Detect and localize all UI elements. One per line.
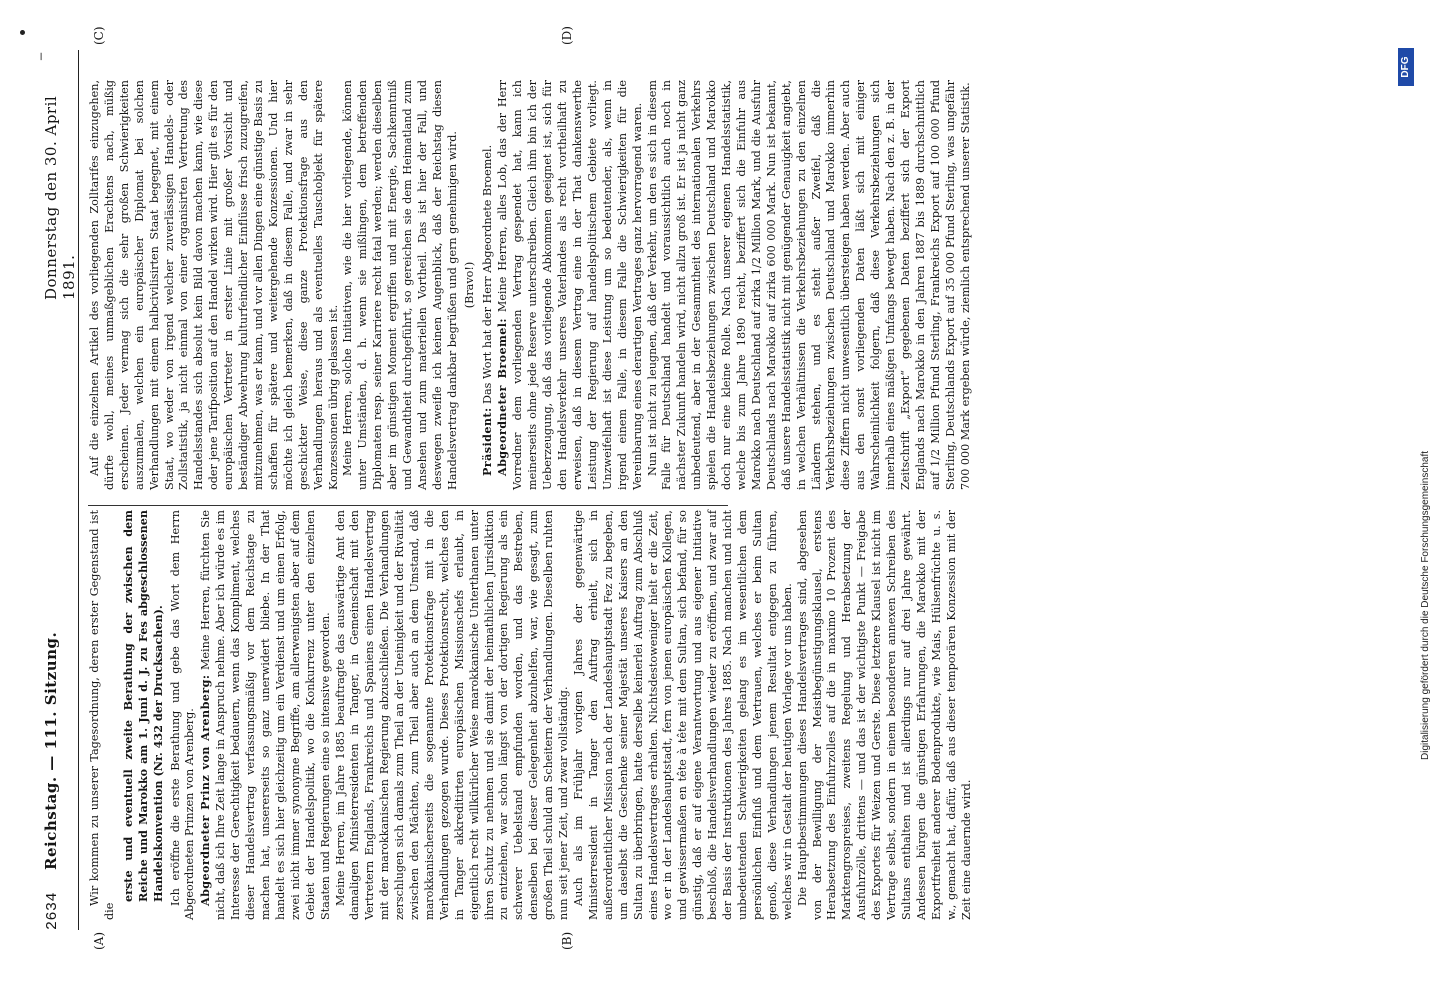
left-column (88, 509, 973, 920)
paragraph: Meine Herren, im Jahre 1885 beauftragte das auswärtige Amt den damaligen Ministerresidenten in Tanger, in Gemeinschaft mit den Vertretern Englands, Frankreichs und Spaniens einen Handelsvertrag mit der marokkanischen Regierung abzuschließen. Die Verhandlungen zerschlugen sich damals zum Theil an der Uneinigkeit und der Rivalität zwischen den Mächten, zum Theil aber auch an dem Umstand, daß marokkanischerseits die sogenannte Protektionsfrage mit in die Verhandlungen gezogen wurde. Dieses Protektionsrecht, welches den in Tanger akkreditirten europäischen Missionschefs erlaubt, in eigentlich recht willkürlicher Weise marokkanische Unterthanen unter ihren Schutz zu nehmen und sie damit der heimathlichen Jurisdiktion zu entziehen, war schon längst von der dortigen Regierung als ein schwerer Uebelstand empfunden worden, und das Bestreben, denselben bei dieser Gelegenheit abzuhelfen, war, wie gesagt, zum großen Theil schuld am Scheitern der Verhandlungen. Dieselben ruhten nun seit jener Zeit, und zwar vollständig. (333, 510, 571, 920)
paragraph: Wir kommen zu unserer Tagesordnung, deren erster Gegenstand ist die (88, 510, 116, 920)
margin-mark-b: (B) (560, 931, 574, 950)
digitization-note: Digitalisierung gefördert durch die Deutsche Forschungsgemeinschaft (1420, 450, 1431, 760)
ink-dot (20, 30, 25, 35)
speech-text: Meine Herren, fürchten Sie nicht, daß ich Ihre Zeit lange in Anspruch nehme. Aber ich würde es im Interesse der Gerechtigkeit bedauern, wenn das Kompliment, welches dieser Handelsvertrag verfassungsmäßig vor dem Reichstage zu machen hat, unsererseits so ganz unerwidert bliebe. In der That handelt es sich hier gleichzeitig um ein Verdienst und um einen Erfolg, zwei nicht immer synonyme Begriffe, am allerwenigsten aber auf dem Gebiet der Handelspolitik, wo die Konkurrenz unter den einzelnen Staaten und Regierungen eine so intensive geworden. (199, 509, 332, 920)
column-rule (88, 505, 728, 506)
running-head-right: Donnerstag den 30. April 1891. (42, 95, 78, 300)
running-head-left: Reichstag. — 111. Sitzung. (42, 631, 60, 870)
right-column (88, 80, 972, 490)
paragraph: Nun ist nicht zu leugnen, daß der Verkehr, um den es sich in diesem Falle für Deutschland handelt und voraussichtlich auch noch in nächster Zukunft handeln wird, nicht allzu groß ist. Er ist ja nicht ganz unbedeutend, aber in der Gesammtheit des internationalen Verkehrs spielen die Handelsbeziehungen zwischen Deutschland und Marokko doch nur eine kleine Rolle. Nach unserer eigenen Handelsstatistik, welche bis zum Jahre 1890 reicht, beziffert sich die Einfuhr aus Marokko nach Deutschland auf zirka 1/2 Million Mark, und die Ausfuhr Deutschlands nach Marokko auf zirka 600 000 Mark. Nun ist bekannt, daß unsere Handelsstatistik nicht mit genügender Genauigkeit angiebt, in welchen Verhältnissen die Verkehrsbeziehungen zu den einzelnen Ländern stehen, und es steht außer Zweifel, daß die Verkehrsbeziehungen zwischen Deutschland und Marokko immerhin diese Ziffern nicht unwesentlich übersteigen haben werden. Aber auch aus den sonst vorliegenden Daten läßt sich mit einiger Wahrscheinlichkeit folgern, daß diese Verkehrsbeziehungen sich innerhalb eines mäßigen Umfangs bewegt haben. Nach den z. B. in der Zeitschrift „Export“ gegebenen Daten beziffert sich der Export Englands nach Marokko in den Jahren 1887 bis 1889 durchschnittlich auf 1/2 Million Pfund Sterling, Frankreichs Export auf 100 000 Pfund Sterling, Deutschlands Export auf 35 000 Pfund Sterling, was ungefähr 700 000 Mark ergeben würde, ziemlich entsprechend unserer Statistik. (645, 80, 972, 490)
speaker-name: Abgeordneter Prinz von Arenberg: (198, 674, 213, 906)
paragraph: Ich eröffne die erste Berathung und gebe das Wort dem Herrn Abgeordneten Prinzen von Arenberg. (168, 510, 197, 920)
dfg-logo: DFG (1398, 48, 1414, 86)
margin-mark-a: (A) (92, 931, 106, 950)
agenda-item: erste und eventuell zweite Berathung der zwischen dem Reiche und Marokko am 1. Juni d. J. zu Fes abgeschlossenen Handelskonvention (Nr. 432 der Drucksachen). (120, 510, 165, 902)
paragraph: Die Hauptbestimmungen dieses Handelsvertrages sind, abgesehen von der Bewilligung der Meistbegünstigungsklausel, erstens Herabsetzung des Einfuhrzolles auf die in maximo 10 Prozent des Marktengrospreises, zweitens Regelung und Herabsetzung der Ausfuhrzölle, drittens — und das ist der wichtigste Punkt — Freigabe des Exportes für Weizen und Gerste. Diese letztere Klausel ist nicht im Vertrage selbst, sondern in einem besonderen annexen Schreiben des Sultans enthalten und ist allerdings nur auf drei Jahre gewährt. Andessen bürgen die günstigen Erfahrungen, die Marokko mit der Exportfreiheit anderer Bodenprodukte, wie Mais, Hülsenfrüchte u. s. w., gemacht hat, dafür, daß aus dieser temporären Konzession mit der Zeit eine dauernde wird. (795, 510, 973, 920)
applause-note: (Bravo!) (462, 261, 476, 309)
page-number: 2634 (44, 891, 61, 930)
paragraph: Auf die einzelnen Artikel des vorliegenden Zolltarifes einzugehen, dürfte wohl, meines unmaßgeblichen Erachtens nach, müßig erscheinen. Jeder vermag sich die sehr großen Schwierigkeiten auszumalen, welchen ein europäischer Diplomat bei solchen Verhandlungen mit einem halbcivilisirten Staat begegnet, mit einem Staat, wo weder von irgend welcher zuverlässigen Handels- oder Zollstatistik, ja nicht einmal von einer organisirten Vertretung des Handelsstandes sich absolut kein Bild davon machen kann, wie diese oder jene Tarifposition auf den Handel wirken wird. Hier gilt es für den europäischen Vertreter in erster Linie mit großer Vorsicht und beständiger Abwehrung kulturfeindlicher Einflüsse frisch zuzugreifen, mitzunehmen, was er kann, und vor allen Dingen eine günstige Basis zu schaffen für spätere und weitergehende Konzessionen. Und hier möchte ich gleich bemerken, daß in diesem Falle, und zwar in sehr geschickter Weise, diese ganze Protektionsfrage aus den Verhandlungen heraus und als eventuelles Tauschobjekt für spätere Konzessionen übrig gelassen ist. (88, 80, 340, 490)
paragraph: Meine Herren, solche Initiativen, wie die hier vorliegende, können unter Umständen, d. h. wenn sie mißlingen, dem betreffenden Diplomaten resp. seiner Karriere recht fatal werden; werden dieselben aber im günstigen Moment ergriffen und mit Energie, Sachkenntniß und Gewandtheit durchgeführt, so gereichen sie dem Heimatland zum Ansehen und zum materiellen Vortheil. Das ist hier der Fall, und deswegen zweifle ich keinen Augenblick, daß der Reichstag diesen Handelsvertrag dankbar begrüßen und gern genehmigen wird. (341, 80, 459, 490)
speech-paragraph (198, 510, 333, 920)
margin-mark-c: (C) (92, 26, 106, 45)
speech-text: Meine Herren, alles Lob, das der Herr Vorredner dem vorliegenden Vertrag gespendet hat, kann ich meinerseits ohne jede Reserve unterschreiben. Gleich ihm bin ich der Ueberzeugung, daß das vorliegende Abkommen geeignet ist, sich für den Handelsverkehr unseres Vaterlandes als recht vortheilhaft zu erweisen, daß in diesem Vertrag eine in der That dankenswerthe Leistung der Regierung auf handelspolitischem Gebiete vorliegt. Unzweifelhaft ist diese Leistung um so bedeutender, als, wenn in irgend einem Falle, in diesem Falle die Schwierigkeiten für die Vereinbarung eines derartigen Vertrages ganz hervorragend waren. (496, 80, 644, 490)
speech-paragraph (480, 80, 496, 490)
paragraph: Auch als im Frühjahr vorigen Jahres der gegenwärtige Ministerresident in Tanger den Auftrag erhielt, sich in außerordentlicher Mission nach der Landeshauptstadt Fez zu begeben, um daselbst die Geschenke seiner Majestät unseres Kaisers an den Sultan zu überbringen, hatte derselbe keinerlei Auftrag zum Abschluß eines Handelsvertrages erhalten. Nichtsdestoweniger hielt er die Zeit, wo er in der Landeshauptstadt, fern von jenen europäischen Kollegen, und gewissermaßen en tête à tête mit dem Sultan, sich befand, für so günstig, daß er auf eigene Verantwortung und aus eigener Initiative beschloß, die Handelsverhandlungen wieder zu eröffnen, und zwar auf der Basis der Instruktionen des Jahres 1885. Nach manchen und nicht unbedeutenden Schwierigkeiten gelang es im wesentlichen dem persönlichen Einfluß und dem Vertrauen, welches er beim Sultan genoß, diese Verhandlungen jenem Resultat entgegen zu führen, welches wir in Gestalt der heutigen Vorlage vor uns haben. (572, 510, 794, 920)
margin-mark-d: (D) (560, 26, 574, 45)
edge-marks: — (34, 52, 48, 60)
running-head (42, 50, 78, 930)
speech-paragraph (495, 80, 645, 490)
header-rule (78, 50, 79, 930)
speaker-name: Präsident: (479, 407, 494, 476)
speech-text: Das Wort hat der Herr Abgeordnete Broemel. (480, 144, 494, 404)
speaker-name: Abgeordneter Broemel: (495, 318, 510, 476)
